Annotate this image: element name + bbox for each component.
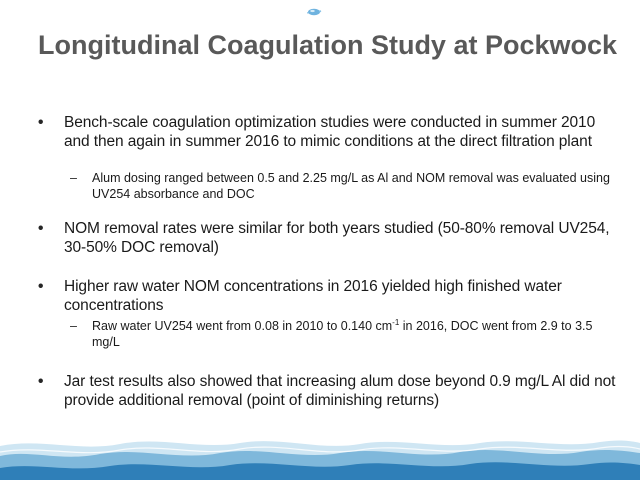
subbullet-marker: – bbox=[70, 319, 77, 333]
bullet-item-4: Jar test results also showed that increasing alum dose beyond 0.9 mg/L Al did not provide additional removal (point of diminishing returns) bbox=[64, 373, 616, 409]
bullet-item-2: NOM removal rates were similar for both years studied (50-80% removal UV254, 30-50% DOC removal) bbox=[64, 220, 610, 256]
bullet-marker: • bbox=[38, 220, 44, 237]
bullet-marker: • bbox=[38, 114, 44, 131]
subbullet-item-1: Alum dosing ranged between 0.5 and 2.25 mg/L as Al and NOM removal was evaluated using UV254 absorbance and DOC bbox=[92, 171, 610, 201]
subbullet-item-2-post: in 2016, DOC went from 2.9 to 3.5 mg/L bbox=[92, 319, 593, 349]
bullet-marker: • bbox=[38, 373, 44, 390]
bullet-item-3: Higher raw water NOM concentrations in 2016 yielded high finished water concentrations bbox=[64, 278, 562, 314]
subbullet-marker: – bbox=[70, 171, 77, 185]
subbullet-item-2-pre: Raw water UV254 went from 0.08 in 2010 to 0.140 cm bbox=[92, 319, 393, 333]
water-wave-decoration bbox=[0, 432, 640, 480]
slide-title: Longitudinal Coagulation Study at Pockwock bbox=[38, 30, 618, 60]
superscript-exponent: -1 bbox=[392, 317, 400, 327]
bullet-item-1: Bench-scale coagulation optimization studies were conducted in summer 2010 and then again in summer 2016 to mimic conditions at the direct filtration plant bbox=[64, 114, 596, 150]
subbullet-item-2 bbox=[92, 318, 612, 350]
bullet-marker: • bbox=[38, 278, 44, 295]
